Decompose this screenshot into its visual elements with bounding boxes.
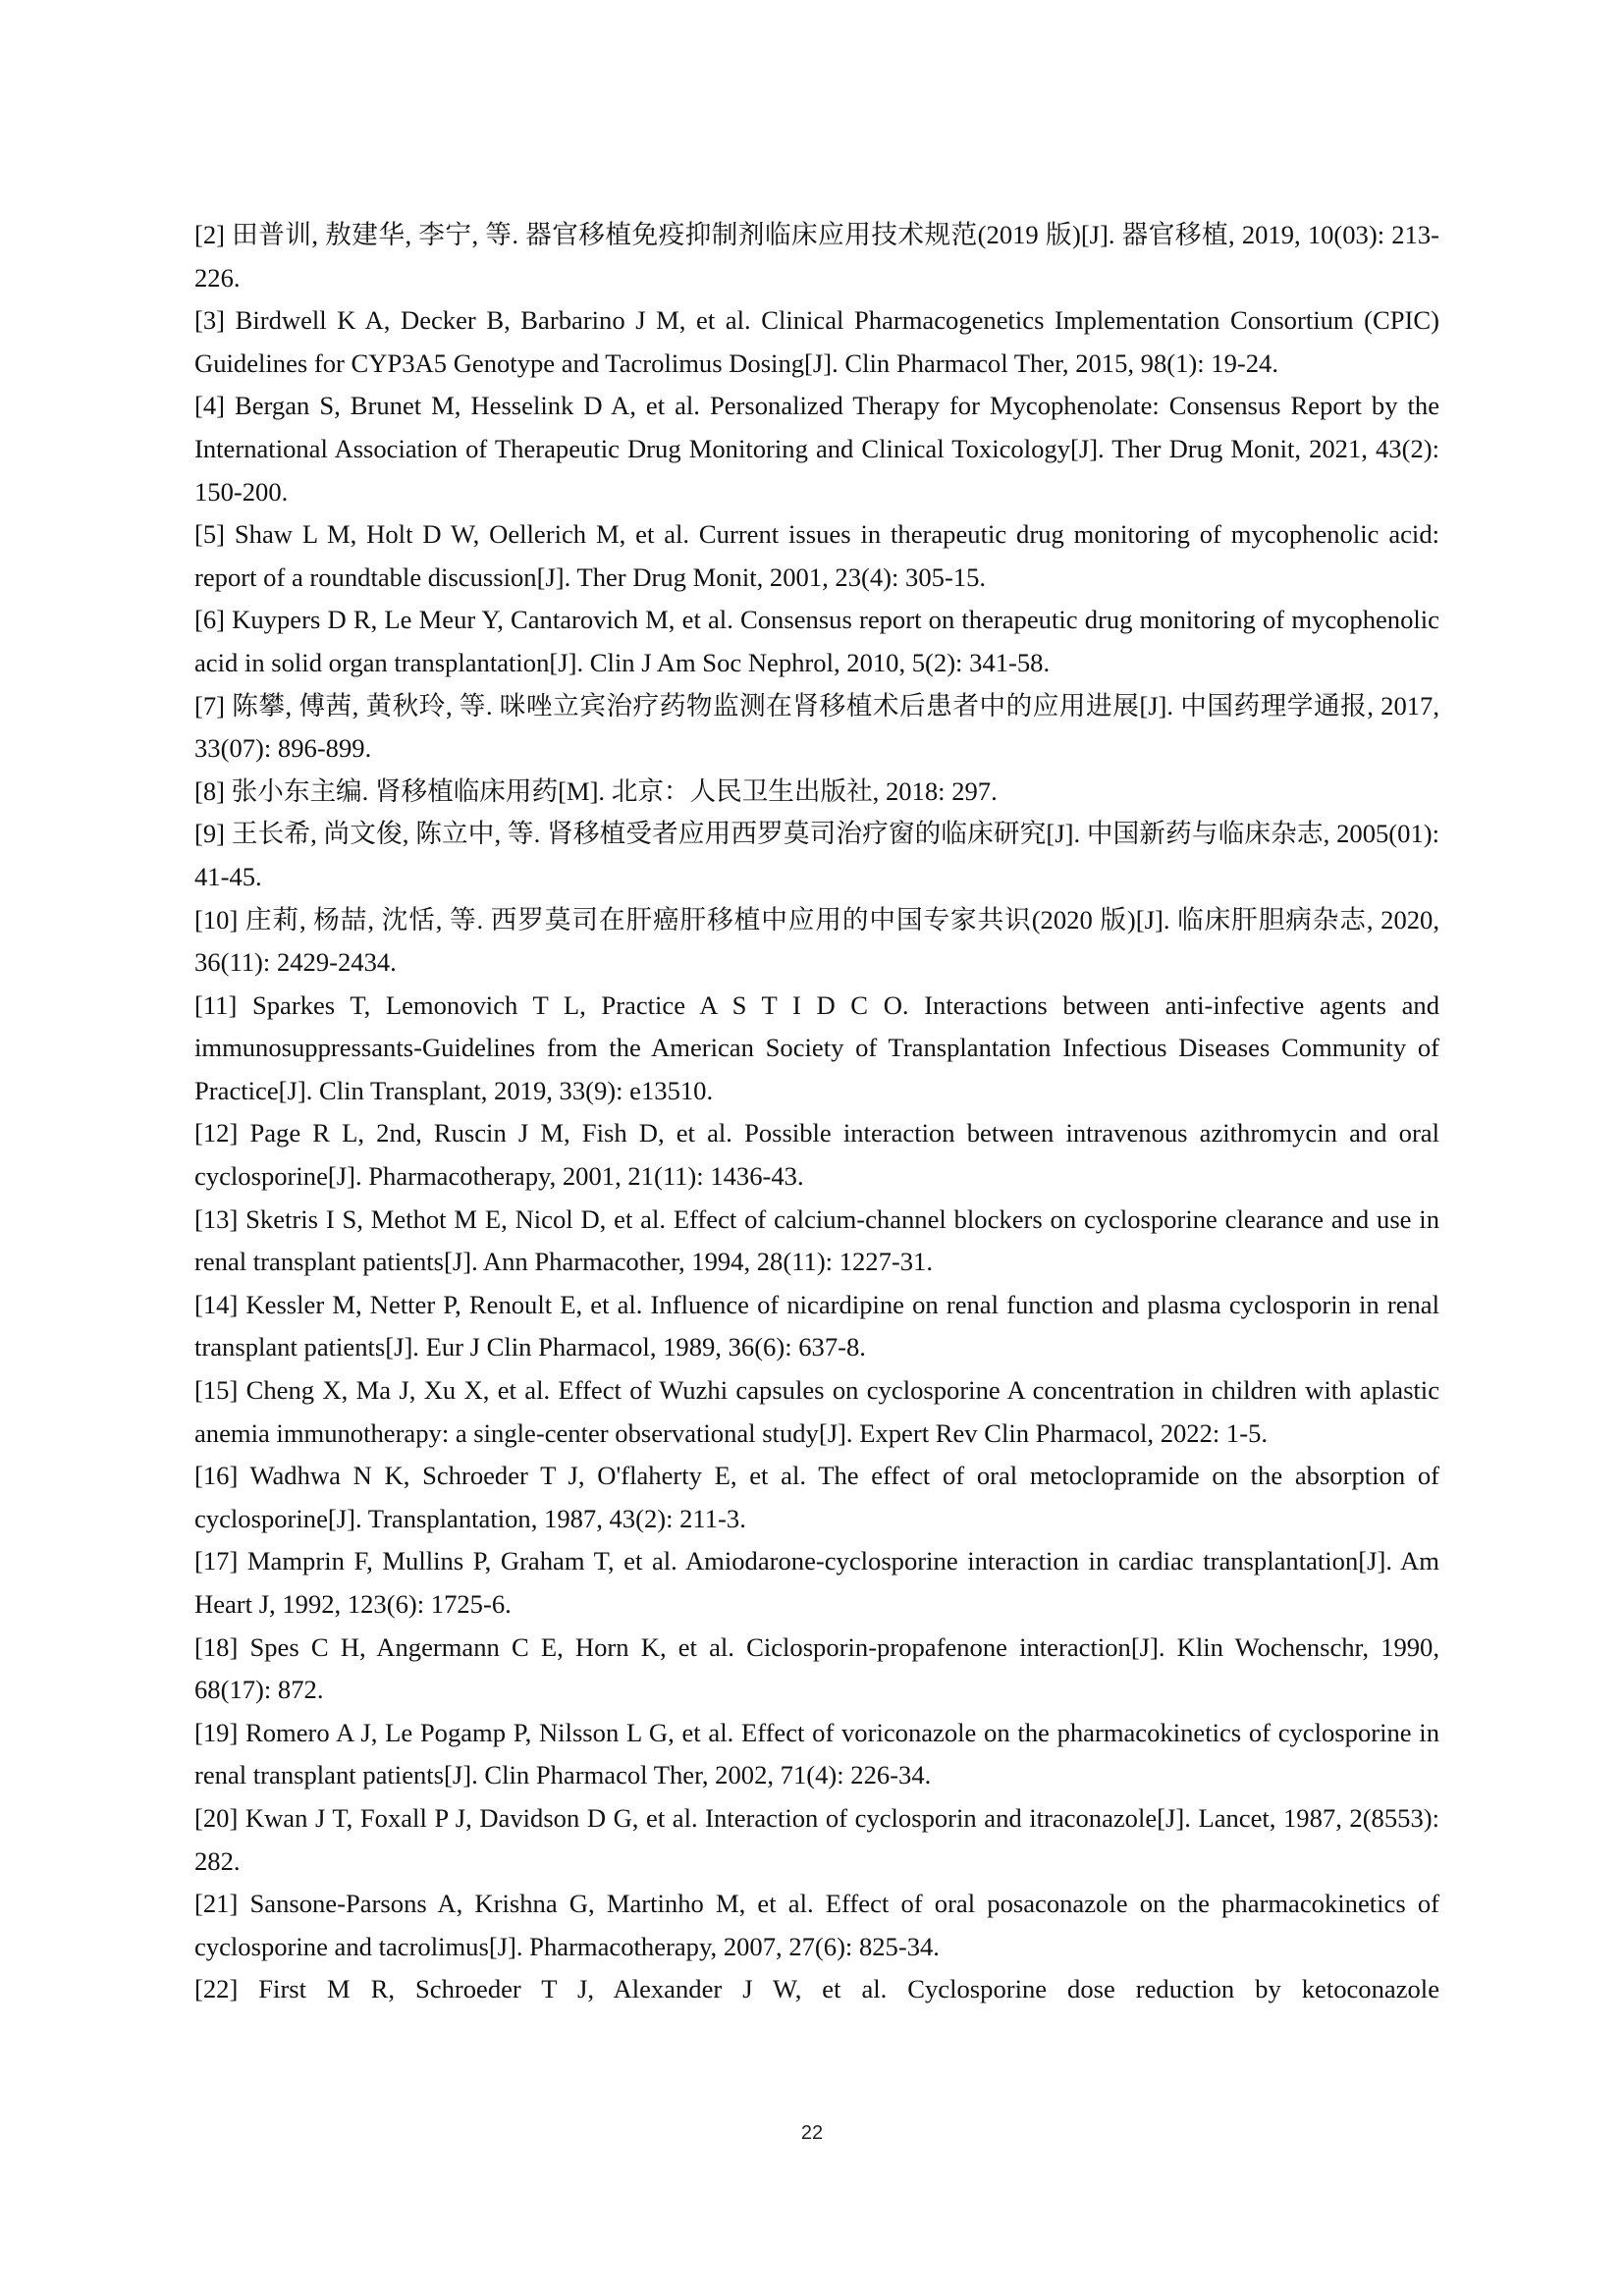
reference-item-2: [2] 田普训, 敖建华, 李宁, 等. 器官移植免疫抑制剂临床应用技术规范(2019 版)[J]. 器官移植, 2019, 10(03): 213-226. [194, 220, 1439, 293]
reference-item-4: [4] Bergan S, Brunet M, Hesselink D A, et al. Personalized Therapy for Mycophenolate: Consensus Report by the International Association of Therapeutic Drug Monitoring and Clinical Toxicology[J]. Ther Drug Monit, 2021, 43(2): 150-200. [194, 391, 1439, 507]
reference-item-6: [6] Kuypers D R, Le Meur Y, Cantarovich M, et al. Consensus report on therapeutic drug monitoring of mycophenolic acid in solid organ transplantation[J]. Clin J Am Soc Nephrol, 2010, 5(2): 341-58. [194, 605, 1439, 677]
reference-item-10: [10] 庄莉, 杨喆, 沈恬, 等. 西罗莫司在肝癌肝移植中应用的中国专家共识(2020 版)[J]. 临床肝胆病杂志, 2020, 36(11): 2429-2434. [194, 904, 1439, 978]
reference-item-15: [15] Cheng X, Ma J, Xu X, et al. Effect of Wuzhi capsules on cyclosporine A concentration in children with aplastic anemia immunotherapy: a single-center observational study[J]. Expert Rev Clin Pharmacol, 2022: 1-5. [194, 1375, 1439, 1448]
reference-item-20: [20] Kwan J T, Foxall P J, Davidson D G, et al. Interaction of cyclosporin and itraconazole[J]. Lancet, 1987, 2(8553): 282. [194, 1802, 1439, 1876]
reference-list [194, 214, 1439, 2011]
reference-item-19: [19] Romero A J, Le Pogamp P, Nilsson L G, et al. Effect of voriconazole on the pharmacokinetics of cyclosporine in renal transplant patients[J]. Clin Pharmacol Ther, 2002, 71(4): 226-34. [194, 1717, 1439, 1790]
reference-item-5: [5] Shaw L M, Holt D W, Oellerich M, et al. Current issues in therapeutic drug monitoring of mycophenolic acid: report of a roundtable discussion[J]. Ther Drug Monit, 2001, 23(4): 305-15. [194, 519, 1439, 592]
reference-item-18: [18] Spes C H, Angermann C E, Horn K, et al. Ciclosporin-propafenone interaction[J]. Klin Wochenschr, 1990, 68(17): 872. [194, 1631, 1439, 1705]
reference-item-9: [9] 王长希, 尚文俊, 陈立中, 等. 肾移植受者应用西罗莫司治疗窗的临床研究[J]. 中国新药与临床杂志, 2005(01): 41-45. [194, 819, 1439, 891]
reference-item-7: [7] 陈攀, 傅茜, 黄秋玲, 等. 咪唑立宾治疗药物监测在肾移植术后患者中的应用进展[J]. 中国药理学通报, 2017, 33(07): 896-899. [194, 690, 1439, 764]
reference-item-13: [13] Sketris I S, Methot M E, Nicol D, et al. Effect of calcium-channel blockers on cyclosporine clearance and use in renal transplant patients[J]. Ann Pharmacother, 1994, 28(11): 1227-31. [194, 1203, 1439, 1277]
reference-item-16: [16] Wadhwa N K, Schroeder T J, O'flaherty E, et al. The effect of oral metoclopramide on the absorption of cyclosporine[J]. Transplantation, 1987, 43(2): 211-3. [194, 1461, 1439, 1533]
reference-item-21: [21] Sansone-Parsons A, Krishna G, Martinho M, et al. Effect of oral posaconazole on the pharmacokinetics of cyclosporine and tacrolimus[J]. Pharmacotherapy, 2007, 27(6): 825-34. [194, 1889, 1439, 1961]
reference-item-3: [3] Birdwell K A, Decker B, Barbarino J M, et al. Clinical Pharmacogenetics Implementation Consortium (CPIC) Guidelines for CYP3A5 Genotype and Tacrolimus Dosing[J]. Clin Pharmacol Ther, 2015, 98(1): 19-24. [194, 305, 1439, 378]
reference-item-17: [17] Mamprin F, Mullins P, Graham T, et al. Amiodarone-cyclosporine interaction in cardiac transplantation[J]. Am Heart J, 1992, 123(6): 1725-6. [194, 1546, 1439, 1619]
page-number: 22 [800, 2122, 824, 2144]
reference-item-22: [22] First M R, Schroeder T J, Alexander J W, et al. Cyclosporine dose reduction by ketoconazole [194, 1974, 1439, 2004]
reference-item-12: [12] Page R L, 2nd, Ruscin J M, Fish D, et al. Possible interaction between intravenous azithromycin and oral cyclosporine[J]. Pharmacotherapy, 2001, 21(11): 1436-43. [194, 1118, 1439, 1192]
reference-item-14: [14] Kessler M, Netter P, Renoult E, et al. Influence of nicardipine on renal function and plasma cyclosporin in renal transplant patients[J]. Eur J Clin Pharmacol, 1989, 36(6): 637-8. [194, 1289, 1439, 1362]
reference-item-11: [11] Sparkes T, Lemonovich T L, Practice A S T I D C O. Interactions between anti-infective agents and immunosuppressants-Guidelines from the American Society of Transplantation Infectious Diseases Community of Practice[J]. Clin Transplant, 2019, 33(9): e13510. [194, 989, 1439, 1105]
reference-item-8: [8] 张小东主编. 肾移植临床用药[M]. 北京：人民卫生出版社, 2018: 297. [194, 775, 998, 806]
